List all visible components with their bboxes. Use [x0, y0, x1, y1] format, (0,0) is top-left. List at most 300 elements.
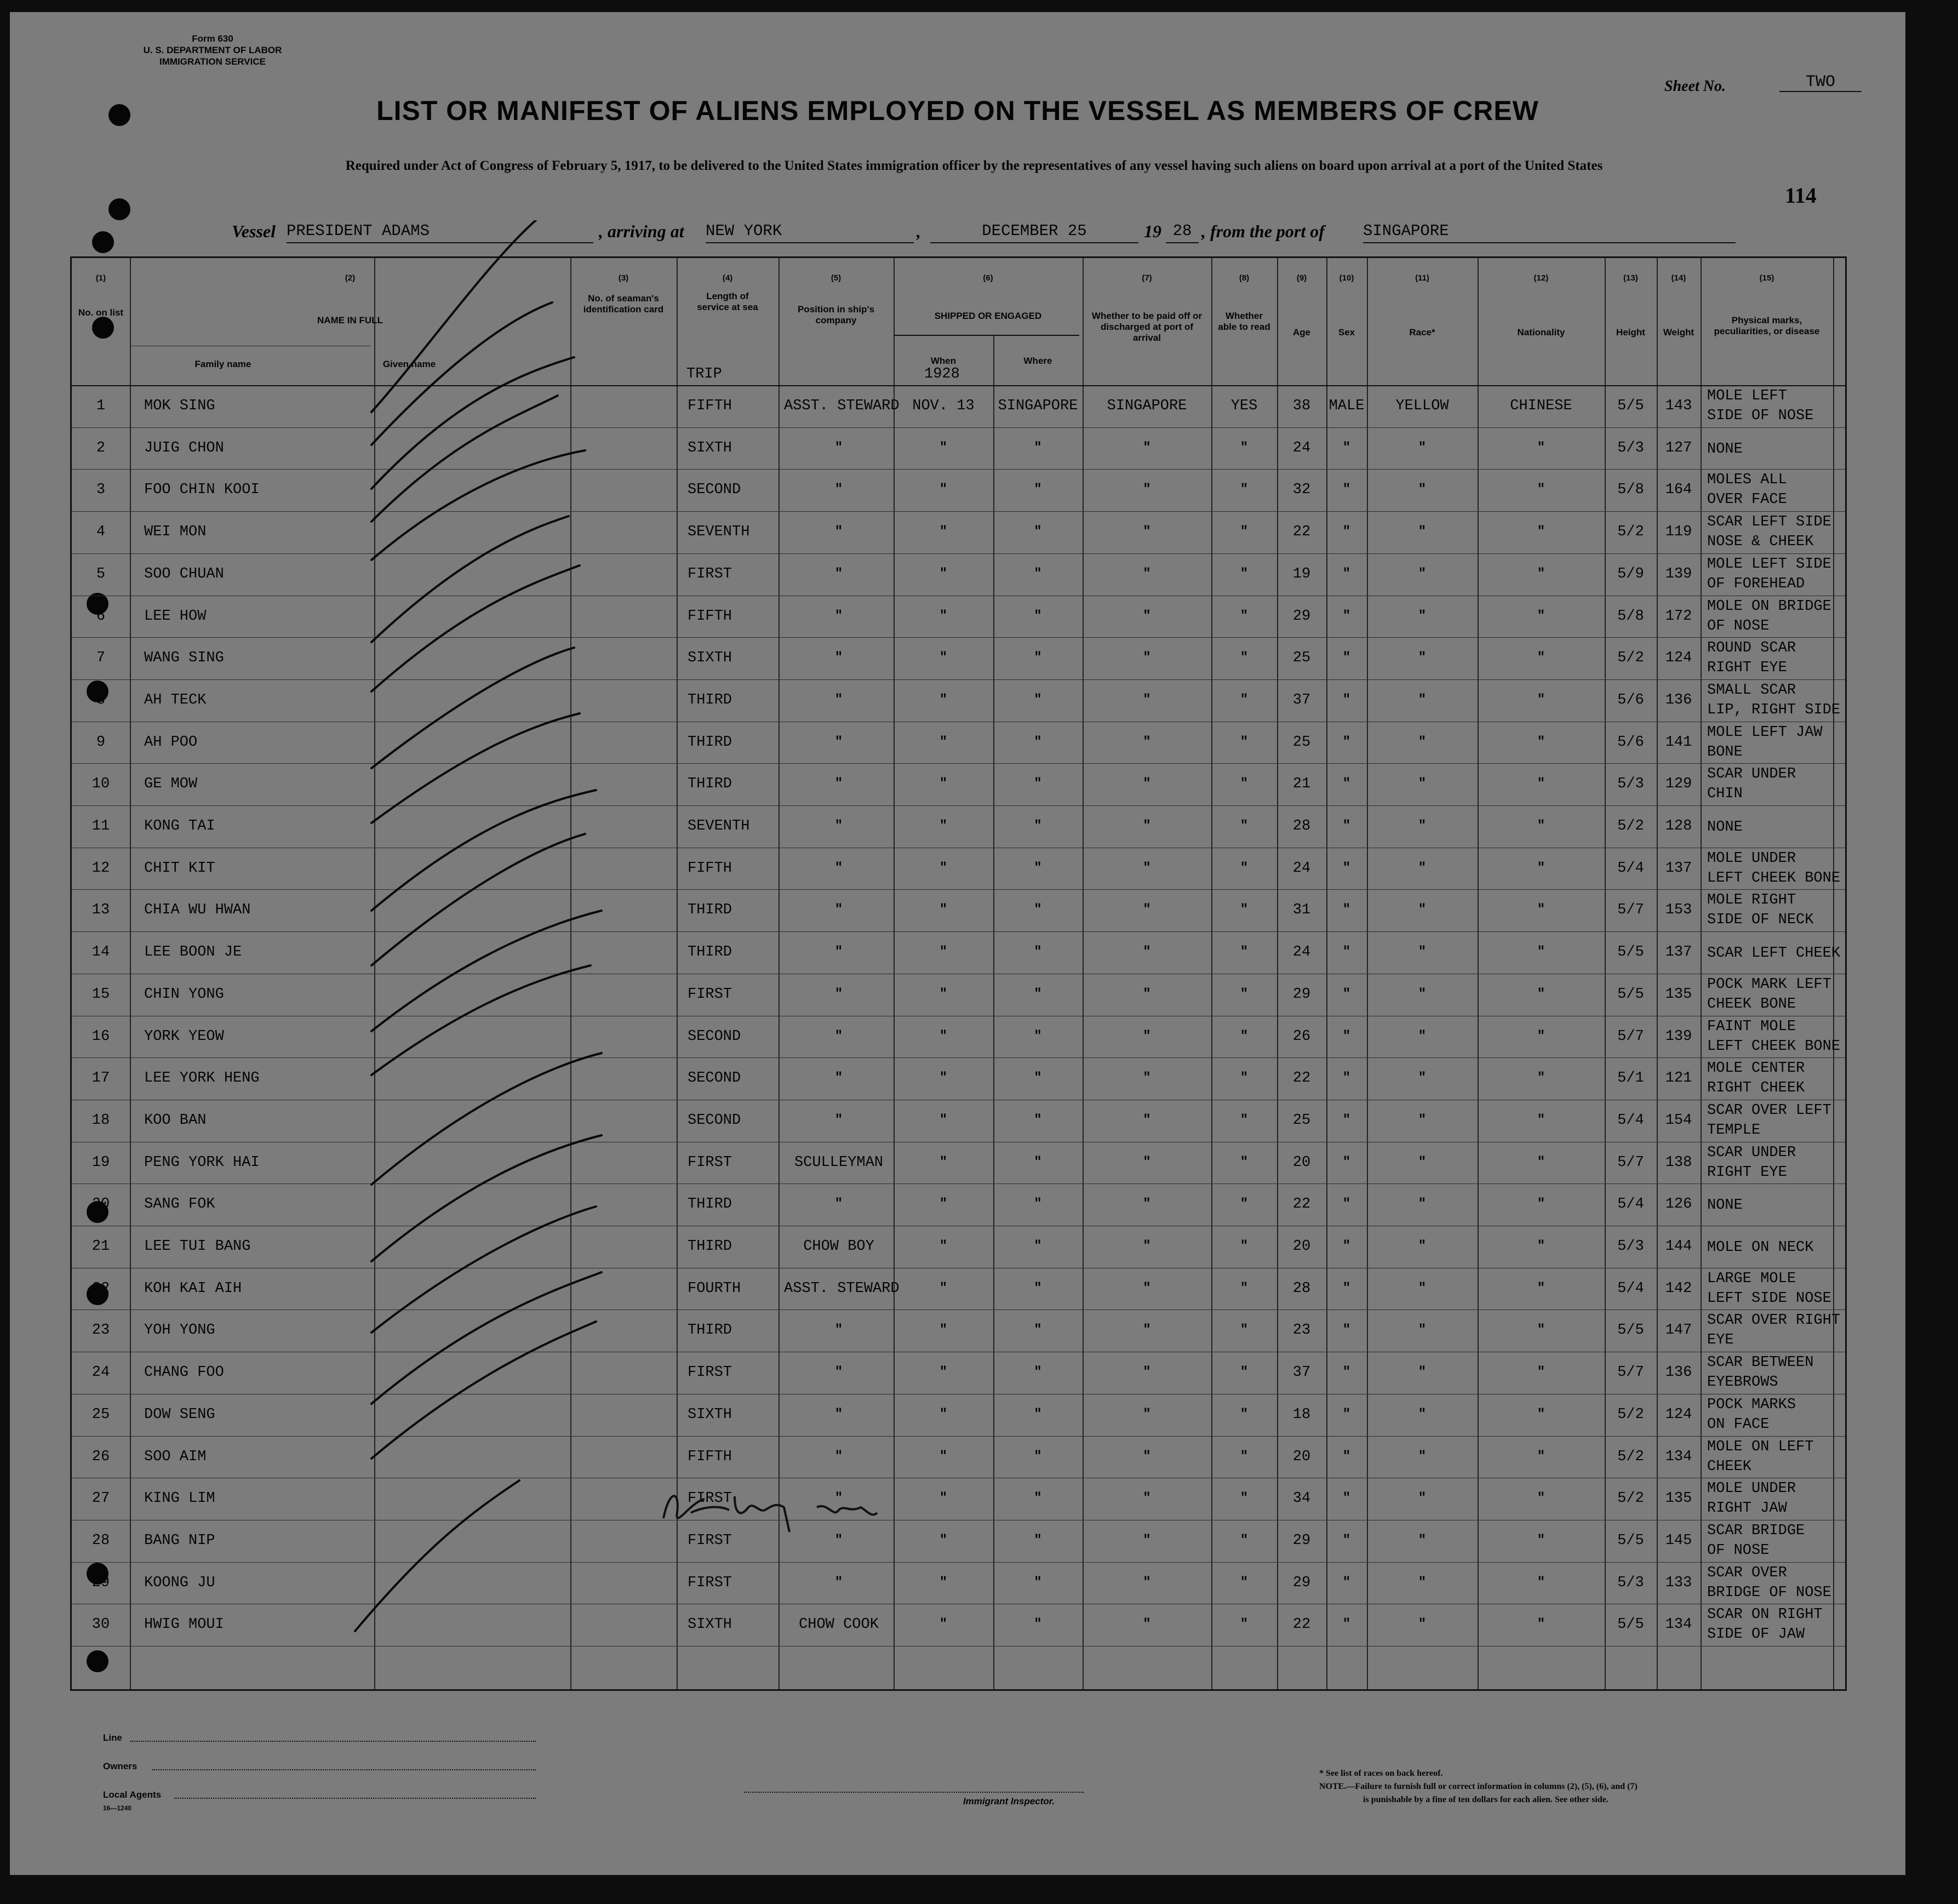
physical-marks-line: NONE: [1707, 441, 1743, 458]
height: 5/8: [1617, 482, 1644, 499]
physical-marks: [1707, 470, 1787, 510]
col-head-paid-off: Whether to be paid off or discharged at port of arrival: [1091, 311, 1203, 343]
physical-marks-line: NONE: [1707, 819, 1743, 836]
physical-marks-line: MOLE LEFT SIDE: [1707, 556, 1831, 573]
physical-marks-line: OF NOSE: [1707, 617, 1770, 634]
ditto-mark: ": [1143, 566, 1151, 581]
height: 5/3: [1617, 776, 1644, 793]
physical-marks: [1707, 1269, 1831, 1308]
ditto-mark: ": [1034, 1154, 1042, 1170]
ditto-mark: ": [1034, 608, 1042, 624]
family-name: KONG TAI: [144, 818, 215, 834]
row-number: 13: [91, 902, 110, 919]
penalty-note-cont: is punishable by a fine of ten dollars for each alien. See other side.: [1363, 1795, 1608, 1804]
row-number: 3: [96, 482, 106, 499]
position-in-company: ASST. STEWARD: [784, 1280, 900, 1297]
physical-marks-line: MOLE ON NECK: [1707, 1239, 1814, 1256]
physical-marks-line: SIDE OF NECK: [1707, 912, 1814, 929]
position-in-company: ": [834, 902, 843, 918]
ditto-mark: ": [1418, 608, 1427, 624]
position-in-company: ASST. STEWARD: [784, 398, 900, 414]
ditto-mark: ": [1537, 776, 1545, 792]
row-number: 21: [91, 1238, 110, 1255]
ditto-mark: ": [1034, 776, 1042, 792]
ditto-mark: ": [1143, 1197, 1151, 1212]
row-number: 20: [91, 1196, 110, 1213]
col-num-3: (3): [618, 273, 629, 283]
col-num-10: (10): [1339, 273, 1354, 283]
ditto-mark: ": [1418, 1280, 1427, 1296]
physical-marks: [1707, 817, 1743, 837]
height: 5/4: [1617, 1112, 1644, 1129]
family-name: DOW SENG: [144, 1406, 215, 1423]
ditto-mark: ": [939, 819, 948, 833]
length-of-service: FIRST: [688, 1532, 732, 1549]
ditto-mark: ": [1240, 819, 1249, 833]
department-name: U. S. DEPARTMENT OF LABOR: [143, 45, 282, 55]
ditto-mark: ": [1034, 1617, 1042, 1632]
ditto-mark: ": [1143, 1280, 1151, 1296]
physical-marks-line: OVER FACE: [1707, 491, 1787, 508]
ditto-mark: ": [1537, 1533, 1545, 1548]
position-in-company: ": [834, 482, 843, 498]
ditto-mark: ": [939, 1154, 948, 1170]
weight: 172: [1665, 608, 1692, 625]
ditto-mark: ": [1342, 1491, 1351, 1506]
ditto-mark: ": [939, 860, 948, 876]
ditto-mark: ": [1143, 819, 1151, 833]
weight: 119: [1665, 524, 1692, 541]
ditto-mark: ": [1143, 1071, 1151, 1086]
ditto-mark: ": [1034, 1112, 1042, 1128]
row-number: 17: [91, 1070, 110, 1087]
ditto-mark: ": [1034, 524, 1042, 540]
row-number: 2: [96, 439, 106, 456]
length-of-service: THIRD: [688, 1322, 732, 1339]
shipped-when: NOV. 13: [912, 398, 975, 414]
col-head-name: NAME IN FULL: [317, 315, 383, 325]
physical-marks-line: MOLE ON BRIDGE: [1707, 598, 1831, 615]
length-of-service: THIRD: [688, 691, 732, 708]
weight: 134: [1665, 1616, 1692, 1633]
ditto-mark: ": [1418, 1154, 1427, 1170]
position-in-company: ": [834, 566, 843, 581]
col-head-sex: Sex: [1338, 327, 1355, 338]
ditto-mark: ": [939, 1112, 948, 1128]
position-in-company: ": [834, 1323, 843, 1338]
height: 5/4: [1617, 1280, 1644, 1297]
ditto-mark: ": [1034, 1406, 1042, 1422]
position-in-company: ": [834, 1406, 843, 1422]
age: 19: [1292, 565, 1311, 582]
col-head-service: Length of service at sea: [697, 291, 758, 312]
ditto-mark: ": [939, 1406, 948, 1422]
height: 5/2: [1617, 1406, 1644, 1423]
ditto-mark: ": [1537, 1028, 1545, 1044]
ditto-mark: ": [1143, 1154, 1151, 1170]
nationality: CHINESE: [1510, 398, 1572, 414]
physical-marks-line: RIGHT CHEEK: [1707, 1080, 1805, 1097]
ditto-mark: ": [1537, 566, 1545, 581]
weight: 133: [1665, 1574, 1692, 1591]
physical-marks: [1707, 1059, 1805, 1098]
paid-off-port: SINGAPORE: [1107, 398, 1187, 414]
ditto-mark: ": [1418, 650, 1427, 666]
form-number: Form 630: [192, 33, 233, 44]
year-suffix: 28: [1166, 220, 1199, 243]
height: 5/4: [1617, 1196, 1644, 1213]
weight: 138: [1665, 1154, 1692, 1171]
weight: 139: [1665, 565, 1692, 582]
ditto-mark: ": [1418, 986, 1427, 1002]
ditto-mark: ": [1537, 1491, 1545, 1506]
physical-marks: [1707, 1196, 1743, 1215]
physical-marks: [1707, 1521, 1805, 1560]
position-in-company: SCULLEYMAN: [794, 1154, 884, 1171]
row-number: 18: [91, 1112, 110, 1129]
physical-marks-line: SCAR LEFT CHEEK: [1707, 945, 1841, 962]
col-num-11: (11): [1415, 273, 1429, 283]
ditto-mark: ": [1143, 440, 1151, 455]
ditto-mark: ": [939, 986, 948, 1002]
age: 24: [1292, 860, 1311, 877]
age: 18: [1292, 1406, 1311, 1423]
physical-marks-line: MOLE UNDER: [1707, 850, 1796, 867]
position-in-company: ": [834, 1071, 843, 1086]
length-of-service: SIXTH: [688, 1406, 732, 1423]
physical-marks-line: SIDE OF JAW: [1707, 1626, 1805, 1643]
position-in-company: ": [834, 1112, 843, 1128]
length-of-service: FIRST: [688, 986, 732, 1003]
ditto-mark: ": [1342, 1365, 1351, 1380]
row-number: 29: [91, 1574, 110, 1591]
shipped-year: 1928: [924, 366, 960, 382]
ditto-mark: ": [1034, 1028, 1042, 1044]
ditto-mark: ": [1418, 1365, 1427, 1380]
row-number: 10: [91, 776, 110, 793]
length-of-service: SECOND: [688, 1028, 741, 1045]
physical-marks: [1707, 975, 1831, 1014]
ditto-mark: ": [1537, 1449, 1545, 1464]
family-name: YORK YEOW: [144, 1028, 224, 1045]
col-head-when: When: [930, 356, 957, 366]
ditto-mark: ": [1143, 1406, 1151, 1422]
age: 22: [1292, 524, 1311, 541]
weight: 164: [1665, 482, 1692, 499]
local-agents-label: Local Agents: [103, 1789, 162, 1800]
weight: 135: [1665, 986, 1692, 1003]
ditto-mark: ": [1034, 860, 1042, 876]
length-of-service: FIFTH: [688, 608, 732, 625]
position-in-company: ": [834, 1449, 843, 1464]
age: 20: [1292, 1238, 1311, 1255]
family-name: LEE TUI BANG: [144, 1238, 251, 1255]
ditto-mark: ": [939, 650, 948, 666]
row-number: 7: [96, 650, 106, 667]
family-name: SOO CHUAN: [144, 565, 224, 582]
weight: 124: [1665, 1406, 1692, 1423]
ditto-mark: ": [1418, 1071, 1427, 1086]
height: 5/2: [1617, 524, 1644, 541]
ditto-mark: ": [1342, 1617, 1351, 1632]
ditto-mark: ": [1240, 1239, 1249, 1254]
ditto-mark: ": [1034, 1491, 1042, 1506]
family-name: FOO CHIN KOOI: [144, 482, 260, 499]
physical-marks-line: CHIN: [1707, 786, 1743, 803]
ditto-mark: ": [1034, 1280, 1042, 1296]
ditto-mark: ": [1418, 945, 1427, 960]
physical-marks-line: RIGHT EYE: [1707, 660, 1787, 677]
age: 29: [1292, 986, 1311, 1003]
age: 31: [1292, 902, 1311, 919]
age: 26: [1292, 1028, 1311, 1045]
punch-hole: [108, 198, 130, 220]
weight: 139: [1665, 1028, 1692, 1045]
ditto-mark: ": [1418, 776, 1427, 792]
family-name: CHIT KIT: [144, 860, 215, 877]
ditto-mark: ": [1342, 819, 1351, 833]
physical-marks: [1707, 1395, 1796, 1434]
ditto-mark: ": [939, 566, 948, 581]
ditto-mark: ": [1537, 1575, 1545, 1590]
ditto-mark: ": [1418, 566, 1427, 581]
physical-marks-line: LARGE MOLE: [1707, 1270, 1796, 1287]
physical-marks-line: SCAR BETWEEN: [1707, 1354, 1814, 1371]
age: 29: [1292, 608, 1311, 625]
physical-marks-line: SCAR UNDER: [1707, 1144, 1796, 1161]
weight: 124: [1665, 650, 1692, 667]
physical-marks-line: BONE: [1707, 744, 1743, 761]
position-in-company: ": [834, 650, 843, 666]
col-head-weight: Weight: [1663, 327, 1694, 338]
position-in-company: ": [834, 608, 843, 624]
physical-marks-line: SCAR OVER LEFT: [1707, 1102, 1831, 1119]
ditto-mark: ": [1342, 482, 1351, 498]
ditto-mark: ": [1240, 1533, 1249, 1548]
height: 5/3: [1617, 1574, 1644, 1591]
ditto-mark: ": [1537, 1323, 1545, 1338]
ditto-mark: ": [1537, 1071, 1545, 1086]
ditto-mark: ": [1342, 986, 1351, 1002]
ditto-mark: ": [1418, 1533, 1427, 1548]
age: 28: [1292, 818, 1311, 834]
penalty-note: NOTE.—Failure to furnish full or correct information in columns (2), (5), (6), and (7): [1319, 1782, 1638, 1791]
ditto-mark: ": [1537, 860, 1545, 876]
row-number: 22: [91, 1280, 110, 1297]
ditto-mark: ": [1240, 986, 1249, 1002]
physical-marks: [1707, 890, 1813, 930]
length-of-service: THIRD: [688, 1196, 732, 1213]
physical-marks-line: MOLE CENTER: [1707, 1060, 1805, 1077]
col-num-5: (5): [831, 273, 841, 283]
height: 5/8: [1617, 608, 1644, 625]
col-head-height: Height: [1616, 327, 1645, 338]
position-in-company: ": [834, 986, 843, 1002]
row-number: 11: [91, 818, 110, 834]
ditto-mark: ": [1143, 860, 1151, 876]
physical-marks-line: LEFT CHEEK BONE: [1707, 870, 1841, 887]
position-in-company: ": [834, 1491, 843, 1506]
ditto-mark: ": [1537, 482, 1545, 498]
ditto-mark: ": [1342, 524, 1351, 540]
ditto-mark: ": [939, 1323, 948, 1338]
length-of-service: FIRST: [688, 1154, 732, 1171]
ditto-mark: ": [1418, 1239, 1427, 1254]
ditto-mark: ": [1418, 1406, 1427, 1422]
family-name: LEE BOON JE: [144, 944, 242, 961]
ditto-mark: ": [939, 524, 948, 540]
physical-marks: [1707, 1238, 1813, 1257]
col-head-read: Whether able to read: [1218, 311, 1270, 332]
ditto-mark: ": [1537, 440, 1545, 455]
row-number: 1: [96, 398, 106, 414]
row-number: 12: [91, 860, 110, 877]
ditto-mark: ": [1143, 692, 1151, 707]
physical-marks: [1707, 1353, 1813, 1392]
weight: 153: [1665, 902, 1692, 919]
ditto-mark: ": [1418, 1028, 1427, 1044]
ditto-mark: ": [1418, 440, 1427, 455]
physical-marks-line: RIGHT EYE: [1707, 1164, 1787, 1181]
ditto-mark: ": [1537, 819, 1545, 833]
ditto-mark: ": [1143, 1575, 1151, 1590]
weight: 136: [1665, 1364, 1692, 1381]
family-name: MOK SING: [144, 398, 215, 414]
physical-marks-line: LIP, RIGHT SIDE: [1707, 701, 1841, 718]
age: 23: [1292, 1322, 1311, 1339]
physical-marks: [1707, 944, 1840, 963]
length-of-service: THIRD: [688, 776, 732, 793]
ditto-mark: ": [1143, 1323, 1151, 1338]
ditto-mark: ": [1143, 1533, 1151, 1548]
ditto-mark: ": [1537, 650, 1545, 666]
ditto-mark: ": [1342, 1280, 1351, 1296]
ditto-mark: ": [1034, 650, 1042, 666]
able-to-read: YES: [1230, 398, 1258, 414]
ditto-mark: ": [1342, 1239, 1351, 1254]
physical-marks-line: NONE: [1707, 1197, 1743, 1214]
height: 5/5: [1617, 398, 1644, 414]
age: 37: [1292, 691, 1311, 708]
col-head-id-card: No. of seaman's identification card: [583, 293, 664, 315]
ditto-mark: ": [939, 1491, 948, 1506]
physical-marks-line: RIGHT JAW: [1707, 1500, 1787, 1517]
ditto-mark: ": [1418, 1197, 1427, 1212]
col-num-15: (15): [1759, 273, 1774, 283]
ditto-mark: ": [939, 1239, 948, 1254]
height: 5/3: [1617, 439, 1644, 456]
weight: 129: [1665, 776, 1692, 793]
row-number: 24: [91, 1364, 110, 1381]
physical-marks-line: MOLE ON LEFT: [1707, 1438, 1814, 1455]
ditto-mark: ": [1240, 524, 1249, 540]
col-head-no: No. on list: [78, 307, 124, 318]
ditto-mark: ": [1240, 1112, 1249, 1128]
physical-marks-line: SCAR ON RIGHT: [1707, 1606, 1823, 1623]
height: 5/7: [1617, 1154, 1644, 1171]
ditto-mark: ": [1034, 1365, 1042, 1380]
ditto-mark: ": [1034, 945, 1042, 960]
ditto-mark: ": [1342, 1323, 1351, 1338]
physical-marks: [1707, 386, 1813, 426]
physical-marks-line: EYE: [1707, 1332, 1734, 1349]
ditto-mark: ": [1240, 1491, 1249, 1506]
ditto-mark: ": [1034, 566, 1042, 581]
physical-marks-line: CHEEK BONE: [1707, 996, 1796, 1013]
family-name: SANG FOK: [144, 1196, 215, 1213]
weight: 143: [1665, 398, 1692, 414]
ditto-mark: ": [1342, 608, 1351, 624]
col-head-shipped: SHIPPED OR ENGAGED: [934, 311, 1042, 321]
ditto-mark: ": [939, 1197, 948, 1212]
ditto-mark: ": [1240, 945, 1249, 960]
height: 5/9: [1617, 565, 1644, 582]
inspector-field: [744, 1792, 1084, 1793]
ditto-mark: ": [1240, 1071, 1249, 1086]
weight: 141: [1665, 734, 1692, 751]
ditto-mark: ": [939, 482, 948, 498]
physical-marks-line: NOSE & CHEEK: [1707, 534, 1814, 551]
ditto-mark: ": [939, 1533, 948, 1548]
ditto-mark: ": [1342, 692, 1351, 707]
ditto-mark: ": [1342, 734, 1351, 750]
height: 5/7: [1617, 1364, 1644, 1381]
ditto-mark: ": [1034, 1449, 1042, 1464]
physical-marks: [1707, 764, 1796, 804]
ditto-mark: ": [1240, 1028, 1249, 1044]
col-num-12: (12): [1533, 273, 1549, 283]
physical-marks-line: SCAR UNDER: [1707, 766, 1796, 783]
ditto-mark: ": [1143, 902, 1151, 918]
arrival-port: NEW YORK: [706, 220, 914, 243]
ditto-mark: ": [1537, 1406, 1545, 1422]
length-of-service: SIXTH: [688, 1616, 732, 1633]
weight: 154: [1665, 1112, 1692, 1129]
agents-code: 16—1240: [103, 1804, 132, 1812]
line-label: Line: [103, 1733, 122, 1743]
ditto-mark: ": [1342, 776, 1351, 792]
family-name: CHIA WU HWAN: [144, 902, 251, 919]
col-num-7: (7): [1142, 273, 1152, 283]
ditto-mark: ": [1143, 734, 1151, 750]
arriving-label: , arriving at: [599, 221, 684, 241]
row-number: 30: [91, 1616, 110, 1633]
length-of-service: SIXTH: [688, 439, 732, 456]
ditto-mark: ": [1537, 524, 1545, 540]
ditto-mark: ": [939, 1280, 948, 1296]
position-in-company: ": [834, 734, 843, 750]
ditto-mark: ": [1034, 1533, 1042, 1548]
physical-marks-line: MOLE UNDER: [1707, 1480, 1796, 1497]
physical-marks: [1707, 723, 1823, 762]
ditto-mark: ": [1034, 1071, 1042, 1086]
height: 5/4: [1617, 860, 1644, 877]
ditto-mark: ": [1418, 1112, 1427, 1128]
service-unit: TRIP: [686, 366, 722, 382]
ditto-mark: ": [1537, 945, 1545, 960]
age: 22: [1292, 1616, 1311, 1633]
ditto-mark: ": [1418, 1617, 1427, 1632]
weight: 144: [1665, 1238, 1692, 1255]
family-name: AH POO: [144, 734, 198, 751]
manifest-title: LIST OR MANIFEST OF ALIENS EMPLOYED ON THE VESSEL AS MEMBERS OF CREW: [376, 95, 1539, 126]
height: 5/7: [1617, 1028, 1644, 1045]
ditto-mark: ": [1143, 608, 1151, 624]
position-in-company: ": [834, 440, 843, 455]
weight: 121: [1665, 1070, 1692, 1087]
departure-port: SINGAPORE: [1363, 220, 1736, 243]
ditto-mark: ": [939, 692, 948, 707]
